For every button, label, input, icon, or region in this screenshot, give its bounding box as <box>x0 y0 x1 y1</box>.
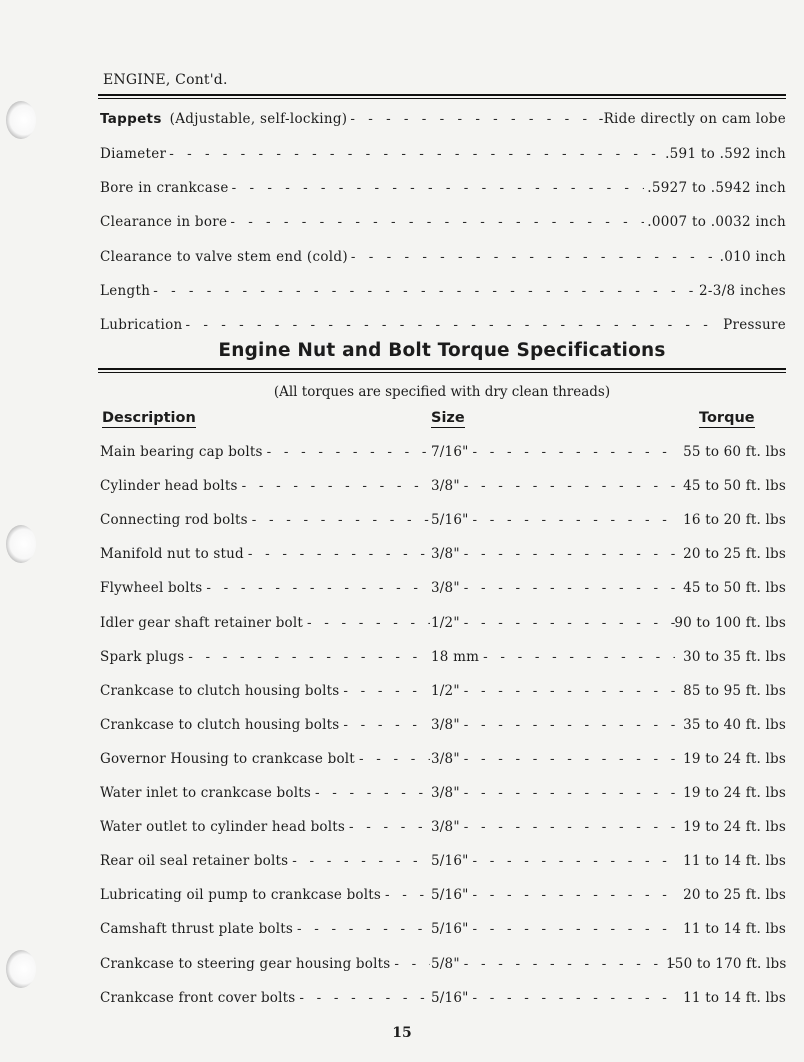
description-cell <box>100 615 430 631</box>
row-size: 7/16" <box>431 444 469 460</box>
description-cell <box>100 444 430 460</box>
dot-leader <box>343 717 430 733</box>
size-cell <box>431 990 675 1006</box>
description-cell <box>100 956 430 972</box>
row-torque: 45 to 50 ft. lbs <box>683 478 786 494</box>
row-size: 5/8" <box>431 956 460 972</box>
size-cell <box>431 512 675 528</box>
row-size: 3/8" <box>431 478 460 494</box>
table-row <box>100 990 786 1010</box>
dot-leader <box>464 580 675 596</box>
spec-value: .010 inch <box>719 249 786 265</box>
dot-leader <box>267 444 430 460</box>
dot-leader <box>464 751 675 767</box>
table-row <box>100 512 786 532</box>
dot-leader <box>242 478 430 494</box>
dot-leader <box>307 615 430 631</box>
row-torque: 20 to 25 ft. lbs <box>683 887 786 903</box>
row-description: Crankcase to steering gear housing bolts <box>100 956 391 972</box>
dot-leader <box>464 683 675 699</box>
dot-leader <box>473 921 675 937</box>
row-description: Spark plugs <box>100 649 185 665</box>
row-description: Crankcase to clutch housing bolts <box>100 683 340 699</box>
spec-label: Lubrication <box>100 317 183 333</box>
dot-leader <box>232 180 645 196</box>
row-description: Rear oil seal retainer bolts <box>100 853 289 869</box>
spec-value: .591 to .592 inch <box>665 146 786 162</box>
table-row <box>100 580 786 600</box>
row-torque: 85 to 95 ft. lbs <box>683 683 786 699</box>
description-cell <box>100 649 430 665</box>
row-description: Lubricating oil pump to crankcase bolts <box>100 887 382 903</box>
dot-leader <box>359 751 430 767</box>
table-row <box>100 785 786 805</box>
row-torque: 11 to 14 ft. lbs <box>683 853 786 869</box>
row-description: Governor Housing to crankcase bolt <box>100 751 355 767</box>
spec-value: Pressure <box>723 317 786 333</box>
table-row <box>100 921 786 941</box>
dot-leader <box>299 990 430 1006</box>
description-cell <box>100 751 430 767</box>
header-rule-thin <box>98 98 786 99</box>
spec-label: Diameter <box>100 146 167 162</box>
row-description: Water inlet to crankcase bolts <box>100 785 311 801</box>
header-rule <box>98 94 786 96</box>
description-cell <box>100 717 430 733</box>
table-row <box>100 478 786 498</box>
binder-hole <box>6 950 36 988</box>
spec-label: Bore in crankcase <box>100 180 229 196</box>
size-cell <box>431 956 675 972</box>
row-torque: 150 to 170 ft. lbs <box>666 956 787 972</box>
table-row <box>100 649 786 669</box>
row-description: Idler gear shaft retainer bolt <box>100 615 304 631</box>
table-row <box>100 819 786 839</box>
description-cell <box>100 819 430 835</box>
row-torque: 19 to 24 ft. lbs <box>683 751 786 767</box>
dot-leader <box>252 512 430 528</box>
dot-leader <box>464 717 675 733</box>
tappets-title: Tappets <box>100 111 162 127</box>
dot-leader <box>315 785 430 801</box>
table-row <box>100 444 786 464</box>
row-size: 5/16" <box>431 512 469 528</box>
dot-leader <box>188 649 430 665</box>
row-description: Crankcase front cover bolts <box>100 990 296 1006</box>
description-cell <box>100 921 430 937</box>
torque-heading: Engine Nut and Bolt Torque Specifications <box>218 340 666 361</box>
section-header: ENGINE, Cont'd. <box>103 72 228 88</box>
row-size: 3/8" <box>431 580 460 596</box>
dot-leader <box>230 214 644 230</box>
dot-leader <box>464 956 675 972</box>
size-cell <box>431 615 675 631</box>
row-torque: 11 to 14 ft. lbs <box>683 990 786 1006</box>
size-cell <box>431 751 675 767</box>
row-torque: 16 to 20 ft. lbs <box>683 512 786 528</box>
dot-leader <box>464 819 675 835</box>
dot-leader <box>206 580 430 596</box>
row-size: 5/16" <box>431 887 469 903</box>
description-cell <box>100 990 430 1006</box>
spec-label: Clearance in bore <box>100 214 228 230</box>
row-description: Connecting rod bolts <box>100 512 248 528</box>
table-row <box>100 546 786 566</box>
spec-row <box>100 249 786 269</box>
row-torque: 30 to 35 ft. lbs <box>683 649 786 665</box>
size-cell <box>431 546 675 562</box>
size-cell <box>431 853 675 869</box>
table-row <box>100 615 786 635</box>
row-size: 3/8" <box>431 717 460 733</box>
row-torque: 11 to 14 ft. lbs <box>683 921 786 937</box>
size-cell <box>431 649 675 665</box>
row-size: 5/16" <box>431 921 469 937</box>
dot-leader <box>394 956 430 972</box>
table-row <box>100 853 786 873</box>
spec-value: 2-3/8 inches <box>699 283 786 299</box>
row-size: 3/8" <box>431 751 460 767</box>
dot-leader <box>186 317 721 333</box>
dot-leader <box>297 921 430 937</box>
description-cell <box>100 512 430 528</box>
column-header-size: Size <box>431 410 465 426</box>
dot-leader <box>473 990 675 1006</box>
row-torque: 35 to 40 ft. lbs <box>683 717 786 733</box>
dot-leader <box>483 649 675 665</box>
spec-row <box>100 214 786 234</box>
binder-hole <box>6 101 36 139</box>
description-cell <box>100 546 430 562</box>
row-size: 18 mm <box>431 649 480 665</box>
dot-leader <box>473 853 675 869</box>
table-row <box>100 887 786 907</box>
description-cell <box>100 853 430 869</box>
row-torque: 55 to 60 ft. lbs <box>683 444 786 460</box>
size-cell <box>431 683 675 699</box>
tappets-value: -Ride directly on cam lobe <box>598 111 786 127</box>
row-torque: 19 to 24 ft. lbs <box>683 785 786 801</box>
spec-value: .0007 to .0032 inch <box>647 214 786 230</box>
row-size: 1/2" <box>431 683 460 699</box>
table-row <box>100 683 786 703</box>
dot-leader <box>343 683 430 699</box>
size-cell <box>431 478 675 494</box>
dot-leader <box>464 546 675 562</box>
dot-leader <box>473 444 675 460</box>
dot-leader <box>248 546 430 562</box>
dot-leader <box>464 615 675 631</box>
dot-leader <box>385 887 430 903</box>
row-description: Manifold nut to stud <box>100 546 244 562</box>
dot-leader <box>473 887 675 903</box>
row-description: Cylinder head bolts <box>100 478 238 494</box>
torque-note: (All torques are specified with dry clean threads) <box>273 384 611 400</box>
tappets-subtitle: (Adjustable, self-locking) <box>169 111 348 127</box>
description-cell <box>100 887 430 903</box>
spec-row <box>100 283 786 303</box>
size-cell <box>431 444 675 460</box>
description-cell <box>100 785 430 801</box>
page-number: 15 <box>392 1025 412 1041</box>
row-description: Water outlet to cylinder head bolts <box>100 819 346 835</box>
size-cell <box>431 717 675 733</box>
size-cell <box>431 580 675 596</box>
dot-leader <box>464 478 675 494</box>
dot-leader <box>153 283 696 299</box>
description-cell <box>100 683 430 699</box>
column-header-torque: Torque <box>699 410 755 426</box>
tappets-row <box>100 111 786 131</box>
spec-row <box>100 317 786 337</box>
heading-rule-thin <box>98 372 786 373</box>
description-cell <box>100 478 430 494</box>
dot-leader <box>351 249 717 265</box>
row-torque: 90 to 100 ft. lbs <box>674 615 786 631</box>
row-size: 1/2" <box>431 615 460 631</box>
row-size: 5/16" <box>431 853 469 869</box>
table-row <box>100 717 786 737</box>
spec-label: Length <box>100 283 151 299</box>
heading-rule <box>98 368 786 370</box>
description-cell <box>100 580 430 596</box>
spec-row <box>100 180 786 200</box>
table-row <box>100 751 786 771</box>
row-torque: 45 to 50 ft. lbs <box>683 580 786 596</box>
row-torque: 19 to 24 ft. lbs <box>683 819 786 835</box>
spec-row <box>100 146 786 166</box>
column-header-description: Description <box>102 410 196 426</box>
row-description: Flywheel bolts <box>100 580 203 596</box>
dot-leader <box>169 146 662 162</box>
size-cell <box>431 887 675 903</box>
row-description: Crankcase to clutch housing bolts <box>100 717 340 733</box>
dot-leader <box>350 111 595 127</box>
row-size: 3/8" <box>431 785 460 801</box>
dot-leader <box>464 785 675 801</box>
dot-leader <box>349 819 430 835</box>
row-description: Camshaft thrust plate bolts <box>100 921 294 937</box>
spec-label: Clearance to valve stem end (cold) <box>100 249 348 265</box>
row-size: 5/16" <box>431 990 469 1006</box>
dot-leader <box>473 512 675 528</box>
row-torque: 20 to 25 ft. lbs <box>683 546 786 562</box>
row-size: 3/8" <box>431 546 460 562</box>
table-row <box>100 956 786 976</box>
size-cell <box>431 921 675 937</box>
binder-hole <box>6 525 36 563</box>
size-cell <box>431 819 675 835</box>
row-description: Main bearing cap bolts <box>100 444 263 460</box>
row-size: 3/8" <box>431 819 460 835</box>
spec-value: .5927 to .5942 inch <box>647 180 786 196</box>
dot-leader <box>292 853 430 869</box>
size-cell <box>431 785 675 801</box>
